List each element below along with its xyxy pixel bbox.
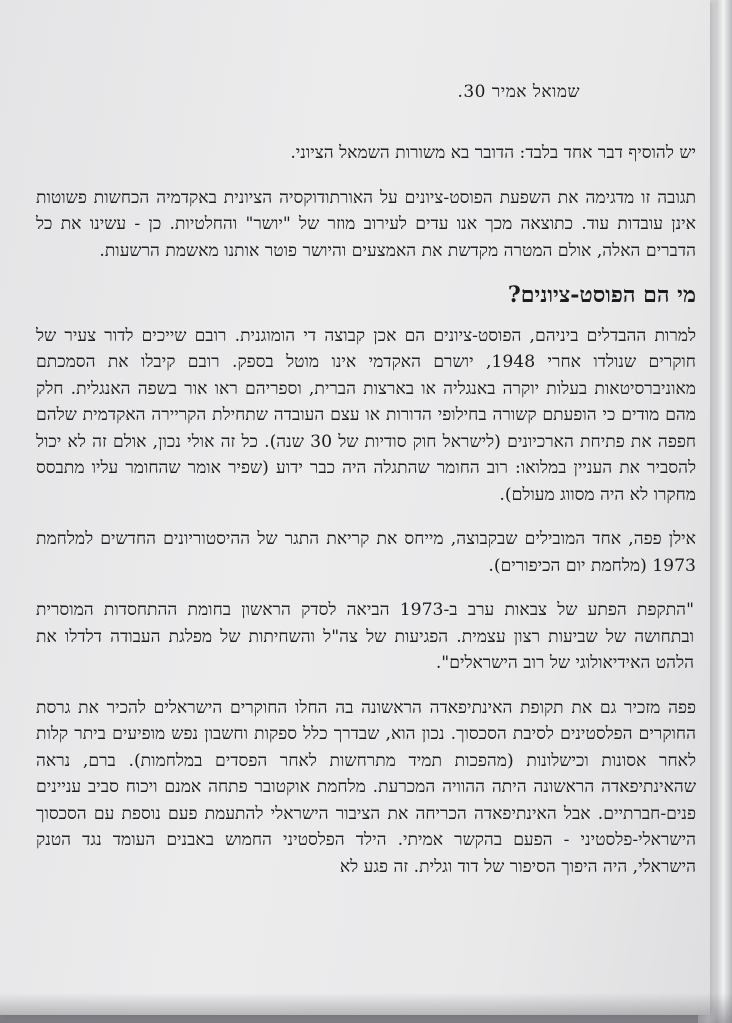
paragraph: למרות ההבדלים ביניהם, הפוסט-ציונים הם אכן קבוצה די הומוגנית. רובם שייכים לדור צעיר של חוקרים שנולדו אחרי 1948, יושרם האקדמי אינו מוטל בספק. רובם קיבלו את הסמכתם מאוניברסיטאות בעלות יוקרה באנגליה או בארצות הברית, וספריהם ראו אור בשפה האנגלית. חלק מהם מודים כי הופעתם קשורה בחילופי הדורות או עצם העובדה שתחילת הקריירה האקדמית שלהם חפפה את פתיחת הארכיונים (לישראל חוק סודיות של 30 שנה). כל זה אולי נכון, אולם זה לא יכול להסביר את העניין במלואו: רוב החומר שהתגלה היה כבר ידוע (שפיר אומר שהחומר עליו מתבסס מחקרו לא היה מסווג מעולם).: [36, 325, 696, 505]
body-text: [36, 140, 696, 898]
paragraph: פפה מזכיר גם את תקופת האינתיפאדה הראשונה בה החלו החוקרים הישראלים להכיר את גרסת החוקרים הפלסטינים לסיבת הסכסוך. נכון הוא, שבדרך כלל ספקות וחשבון נפש מופיעים ביתר קלות לאחר אסונות וכישלונות (מהפכות תמיד מתרחשות לאחר הפסדים במלחמות). ברם, נראה שהאינתיפאדה הראשונה היתה ההוויה המכרעת. מלחמת אוקטובר פתחה אמנם ויכוח סביב עניינים פנים-חברתיים. אבל האינתיפאדה הכריחה את הציבור הישראלי להתעמת פעם נוספת עם הסכסוך הישראלי-פלסטיני - הפעם בהקשר אמיתי. הילד הפלסטיני החמוש באבנים העומד נגד הטנק הישראלי, היה היפוך הסיפור של דוד וגלית. זה פגע לא: [36, 697, 696, 877]
block-quote: "התקפת הפתע של צבאות ערב ב-1973 הביאה לסדק הראשון בחומת ההתחסדות המוסרית ובתחושה של שביעות רצון עצמית. הפגיעות של צה"ל והשחיתות של מפלגת העבודה דלדלו את הלהט האידיאולוגי של רוב הישראלים".: [36, 600, 694, 673]
author-name: שמואל אמיר: [491, 82, 580, 102]
page-number: 30.: [457, 82, 486, 102]
paragraph: יש להוסיף דבר אחד בלבד: הדובר בא משורות השמאל הציוני.: [290, 143, 696, 163]
running-header: [449, 82, 580, 102]
bottom-shadow: [0, 993, 732, 1023]
paragraph: תגובה זו מדגימה את השפעת הפוסט-ציונים על האורתודוקסיה הציונית באקדמיה הכחשות פשוטות אינן עובדות עוד. כתוצאה מכך אנו עדים לעירוב מוזר של "יושר" והחלטיות. כן - עשינו את כל הדברים האלה, אולם המטרה מקדשת את האמצעים והיושר פוטר אותנו מאשמת הרשעות.: [36, 187, 696, 261]
section-heading: מי הם הפוסט-ציונים?: [507, 282, 696, 308]
paragraph: אילן פפה, אחד המובילים שבקבוצה, מייחס את קריאת התגר של ההיסטוריונים החדשים למלחמת 1973 (מלחמת יום הכיפורים).: [36, 529, 696, 576]
